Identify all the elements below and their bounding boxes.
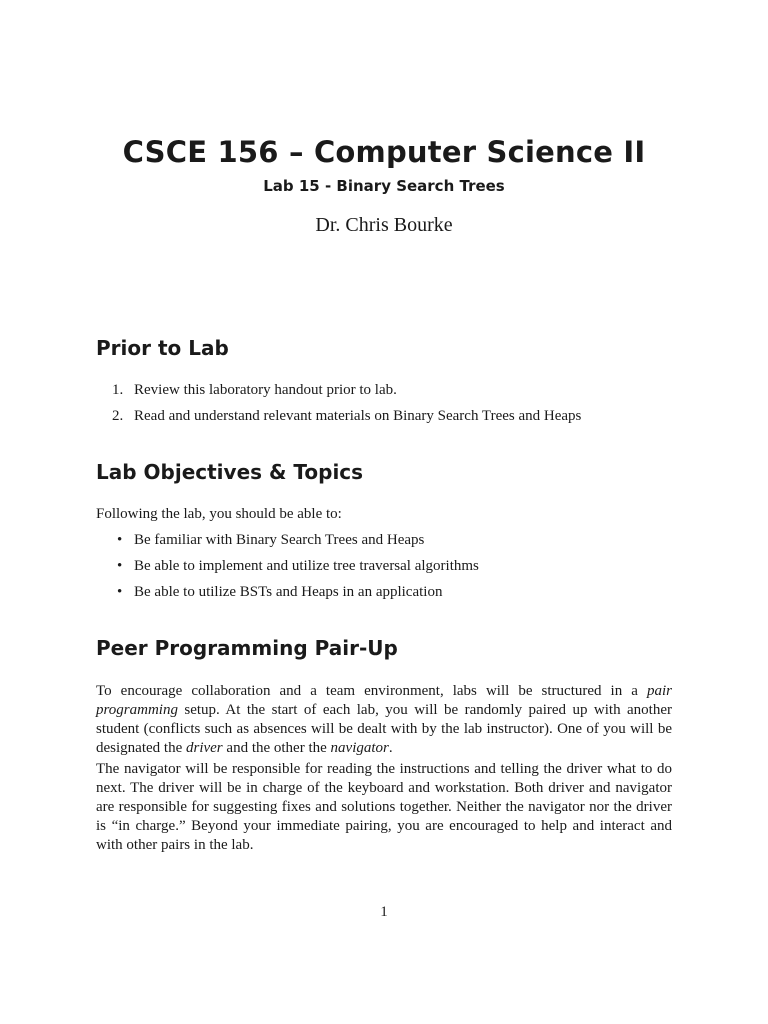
list-item-number: 1. (112, 382, 124, 398)
peer-paragraph-2: The navigator will be responsible for reading the instructions and telling the driver what to do next. The driver will be in charge of the keyboard and workstation. Both driver and navigator are responsible for suggesting fixes and solutions together. Neither the navigator nor the driver is “in charge.” Beyond your immediate pairing, you are encouraged to help and interact and with other pairs in the lab. (96, 761, 672, 853)
document-subtitle: Lab 15 - Binary Search Trees (263, 177, 505, 195)
list-item-text: Be able to implement and utilize tree traversal algorithms (134, 558, 479, 574)
bullet-icon: • (117, 558, 123, 574)
list-item-text: Be familiar with Binary Search Trees and Heaps (134, 532, 425, 548)
emphasis-navigator: navigator (330, 740, 389, 756)
list-item-text: Read and understand relevant materials on Binary Search Trees and Heaps (134, 408, 582, 424)
list-item (96, 583, 676, 609)
bullet-icon: • (117, 584, 123, 600)
peer-paragraph-1 (96, 682, 672, 758)
list-item (96, 407, 676, 433)
list-item (96, 381, 676, 407)
page-number: 1 (380, 904, 388, 920)
objectives-list (96, 531, 676, 609)
prior-to-lab-list (96, 381, 676, 433)
paragraph-text: . (388, 740, 393, 756)
list-item (96, 531, 676, 557)
emphasis-pair-programming: pair programming (96, 683, 672, 718)
list-item-text: Review this laboratory handout prior to lab. (134, 382, 397, 398)
document-title: CSCE 156 – Computer Science II (122, 135, 646, 169)
paragraph-text: setup. At the start of each lab, you will be randomly paired up with another student (conflicts such as absences will be dealt with by the lab instructor). One of you will be designated the (96, 702, 672, 756)
list-item (96, 557, 676, 583)
emphasis-driver: driver (185, 740, 223, 756)
paragraph-text: and the other the (222, 740, 331, 756)
section-heading-peer-programming: Peer Programming Pair-Up (96, 636, 398, 660)
document-author: Dr. Chris Bourke (315, 214, 453, 236)
paragraph-text: To encourage collaboration and a team environment, labs will be structured in a (96, 683, 647, 699)
list-item-text: Be able to utilize BSTs and Heaps in an application (134, 584, 443, 600)
list-item-number: 2. (112, 408, 124, 424)
objectives-intro: Following the lab, you should be able to: (96, 506, 342, 522)
bullet-icon: • (117, 532, 123, 548)
section-heading-prior-to-lab: Prior to Lab (96, 336, 229, 360)
section-heading-objectives: Lab Objectives & Topics (96, 460, 364, 484)
